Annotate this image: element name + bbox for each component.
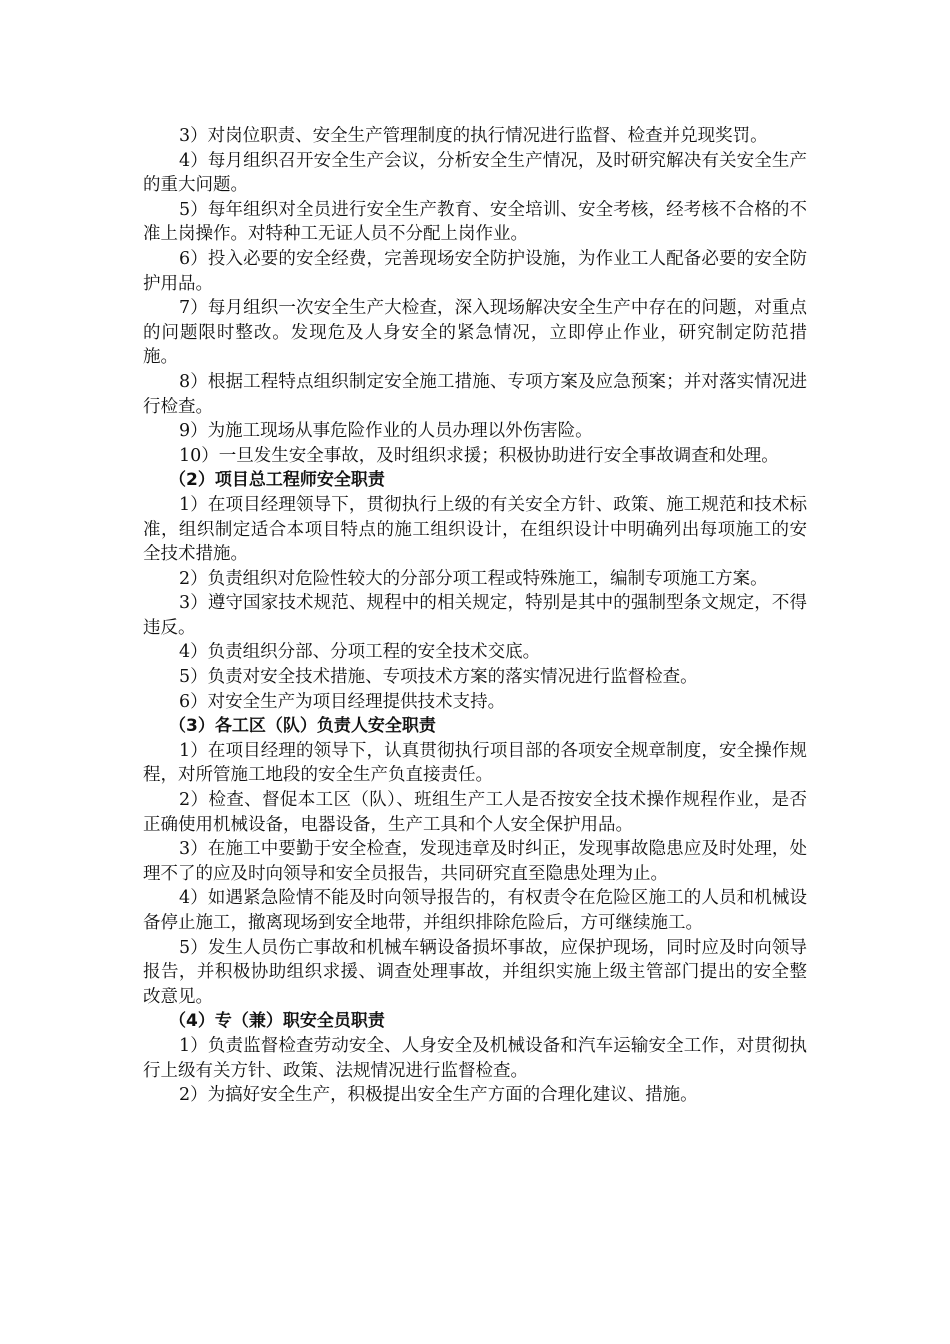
document-page (143, 124, 807, 1108)
duty-item: 1）在项目经理领导下，贯彻执行上级的有关安全方针、政策、施工规范和技术标准，组织制定适合本项目特点的施工组织设计，在组织设计中明确列出每项施工的安全技术措施。 (143, 494, 807, 565)
duty-item: 5）发生人员伤亡事故和机械车辆设备损坏事故，应保护现场，同时应及时向领导报告，并积极协助组织求援、调查处理事故，并组织实施上级主管部门提出的安全整改意见。 (143, 937, 807, 1007)
duty-item: 5）每年组织对全员进行安全生产教育、安全培训、安全考核，经考核不合格的不准上岗操作。对特种工无证人员不分配上岗作业。 (143, 199, 807, 245)
duty-item: 9）为施工现场从事危险作业的人员办理以外伤害险。 (179, 421, 593, 442)
section-heading: （3）各工区（队）负责人安全职责 (169, 716, 436, 737)
section-heading: （4）专（兼）职安全员职责 (169, 1011, 385, 1032)
duty-item: 6）对安全生产为项目经理提供技术支持。 (179, 691, 506, 712)
duty-item: 1）负责监督检查劳动安全、人身安全及机械设备和汽车运输安全工作，对贯彻执行上级有关方针、政策、法规情况进行监督检查。 (143, 1035, 807, 1081)
duty-item: 1）在项目经理的领导下，认真贯彻执行项目部的各项安全规章制度，安全操作规程，对所管施工地段的安全生产负直接责任。 (143, 740, 807, 786)
duty-item: 7）每月组织一次安全生产大检查，深入现场解决安全生产中存在的问题，对重点的问题限时整改。发现危及人身安全的紧急情况，立即停止作业，研究制定防范措施。 (143, 298, 807, 368)
duty-item: 4）如遇紧急险情不能及时向领导报告的，有权责令在危险区施工的人员和机械设备停止施工，撤离现场到安全地带，并组织排除危险后，方可继续施工。 (143, 888, 807, 933)
section-heading: （2）项目总工程师安全职责 (169, 470, 385, 491)
duty-item: 3）在施工中要勤于安全检查，发现违章及时纠正，发现事故隐患应及时处理，处理不了的应及时向领导和安全员报告，共同研究直至隐患处理为止。 (143, 839, 807, 884)
duty-item: 4）每月组织召开安全生产会议，分析安全生产情况，及时研究解决有关安全生产的重大问题。 (143, 150, 807, 196)
duty-item: 2）检查、督促本工区（队）、班组生产工人是否按安全技术操作规程作业，是否正确使用机械设备，电器设备，生产工具和个人安全保护用品。 (143, 790, 807, 835)
duty-item: 2）为搞好安全生产，积极提出安全生产方面的合理化建议、措施。 (179, 1085, 698, 1106)
duty-item: 8）根据工程特点组织制定安全施工措施、专项方案及应急预案；并对落实情况进行检查。 (143, 371, 807, 417)
duty-item: 3）遵守国家技术规范、规程中的相关规定，特别是其中的强制型条文规定，不得违反。 (143, 593, 807, 638)
duty-item: 6）投入必要的安全经费，完善现场安全防护设施，为作业工人配备必要的安全防护用品。 (143, 248, 807, 294)
duty-item: 3）对岗位职责、安全生产管理制度的执行情况进行监督、检查并兑现奖罚。 (179, 126, 768, 146)
duty-item: 2）负责组织对危险性较大的分部分项工程或特殊施工，编制专项施工方案。 (179, 568, 768, 589)
duty-item: 4）负责组织分部、分项工程的安全技术交底。 (179, 642, 541, 663)
duty-item: 5）负责对安全技术措施、专项技术方案的落实情况进行监督检查。 (179, 667, 698, 688)
duty-item: 10）一旦发生安全事故，及时组织求援；积极协助进行安全事故调查和处理。 (179, 445, 779, 466)
